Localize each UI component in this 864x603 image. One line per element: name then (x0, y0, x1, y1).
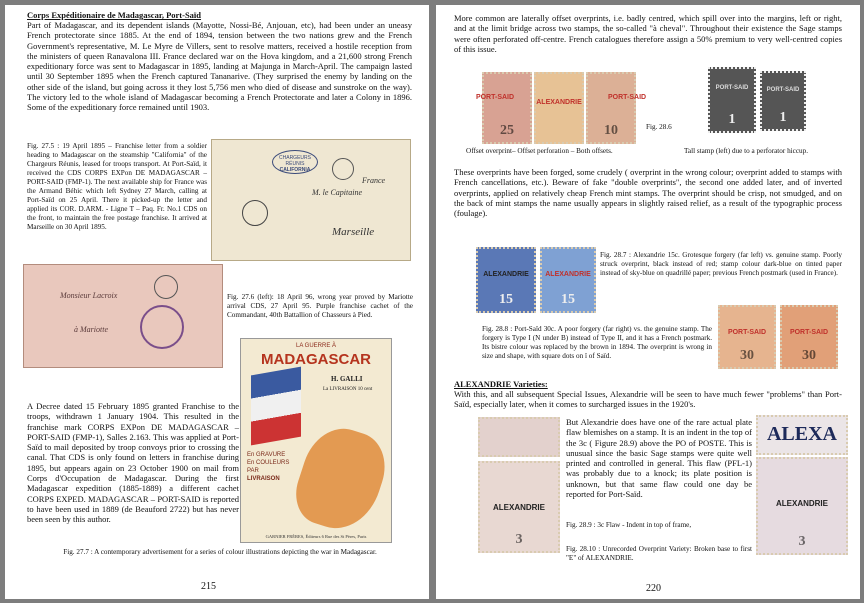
decree-paragraph: A Decree dated 15 February 1895 granted Franchise to the troops, withdrawn 1 January 1904. This resulted in the franchise mark CORPS EXPon DE MADAGASCAR – PORT-SAID (FMP-1), Salles 2.163. This was applied at Port-Saïd to mail deposited by troop convoys prior to crossing the canal. That CDS is only found on letters in franchise during 1895, but appears again on 23 October 1900 on mail from Corps d'Occupation de Madagascar. During the first Madagascar expedition (1885-1889) a different cachet CORPS EXPED. MADAGASCAR – PORT-SAID is reported to have been used in 1889 (de Beauford 2722) but has never been seen by this author. (27, 401, 239, 525)
alexandrie-heading: ALEXANDRIE Varieties: (454, 379, 548, 389)
island-map (288, 419, 395, 539)
poster-footer: GARNIER FRÈRES, Éditeurs 6 Rue des St Pères, Paris (265, 534, 367, 539)
poster-middle-text: En GRAVURE En COULEURS PAR LIVRAISON (247, 452, 290, 482)
overprint-variety-detail: ALEXA (756, 415, 848, 455)
ship-cachet: CHARGEURS RÉUNIS CALIFORNIA (272, 150, 318, 174)
intro-paragraph: Part of Madagascar, and its dependent islands (Mayotte, Nossi-Bé, Anjouan, etc), had been under an uneasy French protectorate since 1885. At the end of 1894, tension between the two nations grew and the French Government's representative, M. Le Myre de Villers, sent to resolve matters, received a hostile reception from the ministers of queen Ranavalona III. France declared war on the Hova kingdom, and a 21,600 strong French expeditionary force was sent to Madagascar in 1895, landing at Majunga in March-April. The campaign lasted until 30 September 1895 when the French captured Tananarive. (They surprised the enemy by landing on the other side of the island, but going across it they lost 5,756 men who died of disease and sunstroke on the way). The victory led to the whole island of Madagascar becoming a French Protectorate and later a Colony in 1896. Some of the expeditionary force remained until 1903. (27, 20, 412, 113)
plate-flaw-paragraph: But Alexandrie does have one of the rare actual plate flaw blemishes on a stamp. It is an indent in the top of the 3c ( Figure 28.9) above the PO of POSTE. This is unusual since the basic Sage stamps were quite well printed and controlled in general. This flaw (PFL-1) was probably due to a knock; its plate position is unknown, but that same flaw could one day be reported for Port-Saïd. (566, 417, 752, 500)
stamp-1c-tall: PORT-SAID 1 (708, 67, 756, 133)
fig-28-9-caption: Fig. 28.9 : 3c Flaw - Indent in top of frame, (566, 521, 692, 529)
stamp-offset-perforation: ALEXANDRIE (534, 72, 584, 144)
cds-postmark (154, 275, 178, 299)
stamp-3c-alexandrie: ALEXANDRIE 3 (478, 461, 560, 553)
address-line-2: à Mariotte (74, 325, 108, 334)
stamp-30c-forgery: PORT-SAID 30 (780, 305, 838, 369)
envelope-pink (23, 264, 223, 368)
fig-28-10-caption: Fig. 28.10 : Unrecorded Overprint Variety: Broken base to first "E" of ALEXANDRIE. (566, 545, 752, 562)
right-page (436, 5, 860, 599)
forgery-paragraph: These overprints have been forged, some crudely ( overprint in the wrong colour; overprint added to stamps with French cancellations, etc.). Beware of fake "double overprints", the second one added later, and of inverted overprints, applied on relatively cheap French mint stamps. The overprint should be crisp, not smudged, and on the back of mint stamps the name usually appears in slightly raised relief, as a result of the typographic process (foulage). (454, 167, 842, 219)
stamp-3c-overprint-variety: ALEXANDRIE 3 (756, 457, 848, 555)
poster-author: H. GALLI (331, 375, 363, 383)
fig-28-6-caption-b: Tall stamp (left) due to a perforator hiccup. (684, 147, 809, 155)
cds-postmark (332, 158, 354, 180)
page-number: 220 (646, 583, 661, 594)
alexandrie-paragraph: With this, and all subsequent Special Issues, Alexandrie will be seen to have much fewer "problems" than Port-Saïd, especially later, when it comes to surcharged issues in the 1920's. (454, 389, 842, 410)
poster-issue: La LIVRAISON 10 cent (323, 387, 373, 392)
fig-27-5-caption: Fig. 27.5 : 19 April 1895 – Franchise letter from a soldier heading to Madagascar on the steamship "California" of the Chargeurs Réunis, leased for troops transport. At Port-Saïd, it received the CDS CORPS EXPon DE MADAGASCAR – PORT-SAID (FMP-1). The next available ship for France was the Armand Béhic which left Sydney 27 March, calling at Port-Saïd on 25 April. There it picked-up the letter and applied its COR. D.ARM. - Ligne T – Paq. Fr. No.1 CDS on the front, to maintain the free postage franchise. It arrived at Marseille on 30 April 1895. (27, 142, 207, 231)
fig-27-7-caption: Fig. 27.7 : A contemporary advertisement for a series of colour illustrations depicting the war in Madagascar. (63, 548, 377, 556)
flag-illustration (251, 367, 301, 446)
stamp-15c-forgery: ALEXANDRIE 15 (476, 247, 536, 313)
stamp-1c-normal: PORT-SAID 1 (760, 71, 806, 131)
fig-28-7-caption: Fig. 28.7 : Alexandrie 15c. Grotesque forgery (far left) vs. genuine stamp. Poorly struck overprint, black instead of red; stamp colour dark-blue on tinted paper instead of sky-blue on quadrillé paper; previous French postmark (used in France). (600, 251, 842, 277)
left-page (5, 5, 429, 599)
address-city: Marseille (332, 226, 375, 238)
fig-28-6-label: Fig. 28.6 (646, 123, 672, 131)
page-number: 215 (201, 581, 216, 592)
address-line-2: France (362, 176, 386, 185)
poster-title: MADAGASCAR (261, 351, 371, 368)
address-line: M. le Capitaine (312, 188, 362, 197)
cds-postmark-2 (242, 200, 268, 226)
fig-28-8-caption: Fig. 28.8 : Port-Saïd 30c. A poor forgery (far right) vs. the genuine stamp. The forgery is Type I (N under B) instead of Type II, and it has a French postmark. Its bistre colour was replaced by the brown in 1894. The overprint is wrong in size and shape, with square dots on ï of Saïd. (482, 325, 712, 360)
section-title: Corps Expéditionaire de Madagascar, Port-Saïd (27, 10, 202, 20)
envelope-california (211, 139, 411, 261)
stamp-30c-genuine: PORT-SAID 30 (718, 305, 776, 369)
madagascar-poster (240, 338, 392, 543)
fig-28-6-caption-a: Offset overprint– Offset perforation – Both offsets. (466, 147, 613, 155)
poster-top: LA GUERRE À (295, 343, 336, 349)
address-line: Monsieur Lacroix (60, 291, 118, 300)
stamp-15c-genuine: ALEXANDRIE 15 (540, 247, 596, 313)
stamp-3c-flaw-detail (478, 417, 560, 457)
stamp-10c-both-offsets: PORT-SAID 10 (586, 72, 636, 144)
offset-paragraph: More common are laterally offset overprints, i.e. badly centred, which spill over into the margins, left or right, and at the limit bridge across two stamps, the so-called "à cheval". Throughout their existence the Sage stamps were often perforated off-centre. French catalogues therefore assign a 50% premium to very well-centred copies of this issue. (454, 13, 842, 54)
purple-franchise-cachet (140, 305, 184, 349)
stamp-25c-offset: PORT-SAID 25 (482, 72, 532, 144)
fig-27-6-caption: Fig. 27.6 (left): 18 April 96, wrong year proved by Mariotte arrival CDS, 27 April 95. Purple franchise cachet of the Commandant, 40th Battallion of Chasseurs à Pied. (227, 293, 413, 319)
